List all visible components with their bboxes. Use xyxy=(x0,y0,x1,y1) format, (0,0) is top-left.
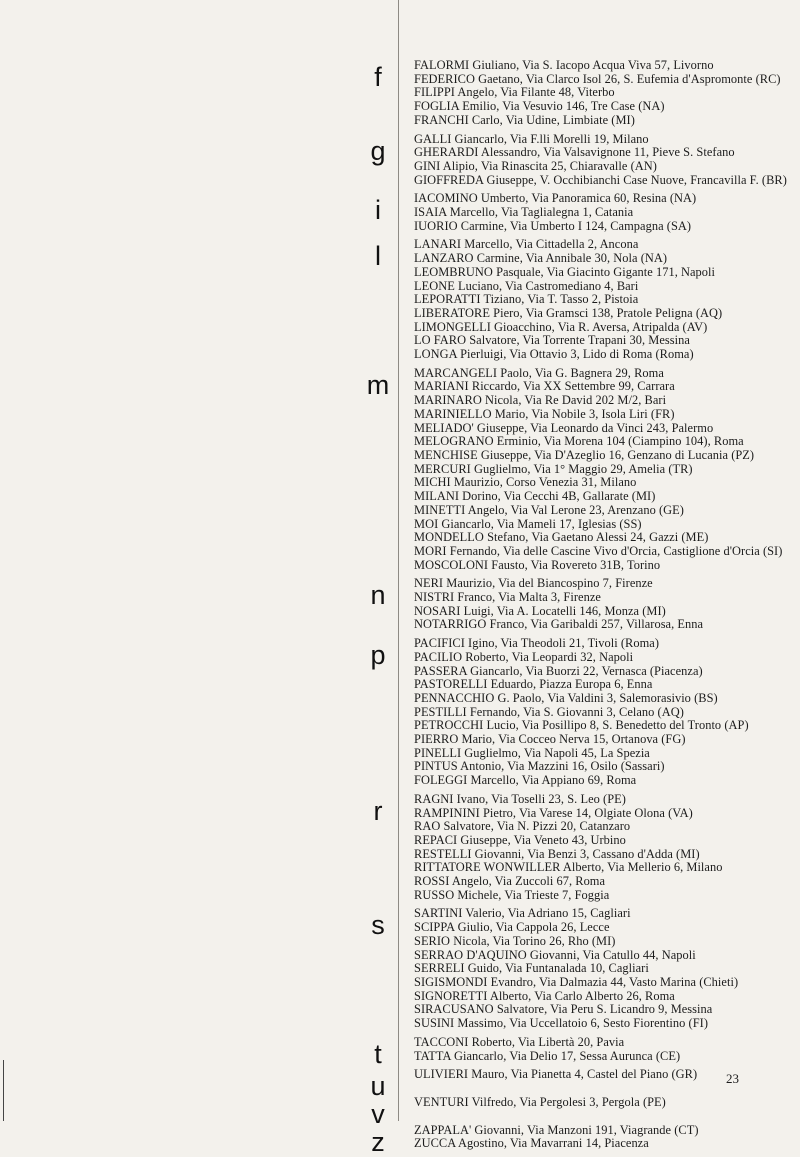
letter-group-i xyxy=(414,192,794,233)
directory-entry: SCIPPA Giulio, Via Cappola 26, Lecce xyxy=(414,920,610,935)
directory-list xyxy=(414,59,794,1151)
directory-entry: MONDELLO Stefano, Via Gaetano Alessi 24, Gazzi (ME) xyxy=(414,530,709,545)
column-divider xyxy=(398,0,399,1121)
directory-entry: NOTARRIGO Franco, Via Garibaldi 257, Villarosa, Enna xyxy=(414,617,704,632)
directory-entry: ZAPPALA' Giovanni, Via Manzoni 191, Viagrande (CT) xyxy=(414,1122,699,1137)
directory-entry: RUSSO Michele, Via Trieste 7, Foggia xyxy=(414,887,610,902)
directory-entry: SIRACUSANO Salvatore, Via Peru S. Licandro 9, Messina xyxy=(414,1002,713,1017)
directory-entry: MOI Giancarlo, Via Mameli 17, Iglesias (SS) xyxy=(414,516,642,531)
margin-rule xyxy=(3,1060,4,1121)
directory-entry: LEPORATTI Tiziano, Via T. Tasso 2, Pistoia xyxy=(414,292,639,307)
directory-entry: MELOGRANO Erminio, Via Morena 104 (Ciampino 104), Roma xyxy=(414,434,744,449)
directory-entry: RESTELLI Giovanni, Via Benzi 3, Cassano d'Adda (MI) xyxy=(414,846,700,861)
section-letter-r: r xyxy=(373,796,383,826)
directory-entry: FRANCHI Carlo, Via Udine, Limbiate (MI) xyxy=(414,112,635,127)
directory-entry: MERCURI Guglielmo, Via 1° Maggio 29, Amelia (TR) xyxy=(414,461,693,476)
directory-entry: RAGNI Ivano, Via Toselli 23, S. Leo (PE) xyxy=(414,791,626,806)
page-number: 23 xyxy=(726,1071,739,1086)
directory-entry: MARCANGELI Paolo, Via G. Bagnera 29, Roma xyxy=(414,365,664,380)
directory-entry: VENTURI Vilfredo, Via Pergolesi 3, Pergola (PE) xyxy=(414,1094,666,1109)
directory-entry: PASSERA Giancarlo, Via Buorzi 22, Vernasca (Piacenza) xyxy=(414,663,703,678)
letter-group-f xyxy=(414,59,794,128)
directory-entry: NISTRI Franco, Via Malta 3, Firenze xyxy=(414,590,601,605)
directory-entry: MARINIELLO Mario, Via Nobile 3, Isola Liri (FR) xyxy=(414,406,675,421)
directory-entry: PACIFICI Igino, Via Theodoli 21, Tivoli (Roma) xyxy=(414,636,660,651)
directory-entry: SARTINI Valerio, Via Adriano 15, Cagliari xyxy=(414,906,631,921)
letter-group-p xyxy=(414,637,794,788)
letter-group-z xyxy=(414,1124,794,1151)
directory-entry: TATTA Giancarlo, Via Delio 17, Sessa Aurunca (CE) xyxy=(414,1048,681,1063)
directory-entry: MENCHISE Giuseppe, Via D'Azeglio 16, Genzano di Lucania (PZ) xyxy=(414,447,755,462)
directory-entry: ISAIA Marcello, Via Taglialegna 1, Catania xyxy=(414,205,634,220)
letter-group-s xyxy=(414,907,794,1030)
letter-group-v xyxy=(414,1096,794,1110)
directory-entry: FOGLIA Emilio, Via Vesuvio 146, Tre Case (NA) xyxy=(414,99,665,114)
directory-entry: PASTORELLI Eduardo, Piazza Europa 6, Enna xyxy=(414,677,653,692)
letter-group-g xyxy=(414,133,794,188)
directory-entry: REPACI Giuseppe, Via Veneto 43, Urbino xyxy=(414,832,626,847)
directory-entry: IUORIO Carmine, Via Umberto I 124, Campagna (SA) xyxy=(414,218,692,233)
directory-entry: LANZARO Carmine, Via Annibale 30, Nola (NA) xyxy=(414,251,668,266)
directory-entry: LO FARO Salvatore, Via Torrente Trapani 30, Messina xyxy=(414,333,690,348)
directory-entry: MICHI Maurizio, Corso Venezia 31, Milano xyxy=(414,475,637,490)
section-letter-t: t xyxy=(374,1039,382,1069)
directory-entry: LIBERATORE Piero, Via Gramsci 138, Pratole Peligna (AQ) xyxy=(414,305,723,320)
directory-entry: FEDERICO Gaetano, Via Clarco Isol 26, S. Eufemia d'Aspromonte (RC) xyxy=(414,71,781,86)
directory-entry: ROSSI Angelo, Via Zuccoli 67, Roma xyxy=(414,874,606,889)
directory-entry: MELIADO' Giuseppe, Via Leonardo da Vinci 243, Palermo xyxy=(414,420,714,435)
directory-entry: GALLI Giancarlo, Via F.lli Morelli 19, Milano xyxy=(414,131,649,146)
letter-group-t xyxy=(414,1036,794,1063)
directory-entry: SIGISMONDI Evandro, Via Dalmazia 44, Vasto Marina (Chieti) xyxy=(414,975,739,989)
section-letter-n: n xyxy=(370,580,386,610)
letter-group-n xyxy=(414,577,794,632)
directory-entry: PINTUS Antonio, Via Mazzini 16, Osilo (Sassari) xyxy=(414,759,665,774)
directory-entry: FALORMI Giuliano, Via S. Iacopo Acqua Viva 57, Livorno xyxy=(414,58,714,72)
directory-entry: GIOFFREDA Giuseppe, V. Occhibianchi Case Nuove, Francavilla F. (BR) xyxy=(414,172,787,187)
directory-entry: SERRELI Guido, Via Funtanalada 10, Cagliari xyxy=(414,961,649,976)
directory-entry: LEONE Luciano, Via Castromediano 4, Bari xyxy=(414,278,639,293)
directory-entry: MINETTI Angelo, Via Val Lerone 23, Arenzano (GE) xyxy=(414,502,684,517)
section-letter-u: u xyxy=(370,1071,386,1101)
directory-entry: MARIANI Riccardo, Via XX Settembre 99, Carrara xyxy=(414,379,675,394)
directory-entry: SERRAO D'AQUINO Giovanni, Via Catullo 44, Napoli xyxy=(414,947,696,962)
directory-entry: RITTATORE WONWILLER Alberto, Via Mellerio 6, Milano xyxy=(414,860,723,875)
directory-entry: ULIVIERI Mauro, Via Pianetta 4, Castel del Piano (GR) xyxy=(414,1067,698,1082)
directory-entry: SUSINI Massimo, Via Uccellatoio 6, Sesto Fiorentino (FI) xyxy=(414,1016,709,1031)
directory-entry: PENNACCHIO G. Paolo, Via Valdini 3, Salemorasivio (BS) xyxy=(414,690,718,705)
letter-group-m xyxy=(414,367,794,573)
section-letter-v: v xyxy=(371,1099,385,1129)
section-letter-p: p xyxy=(370,640,386,670)
directory-entry: IACOMINO Umberto, Via Panoramica 60, Resina (NA) xyxy=(414,191,697,206)
directory-entry: NERI Maurizio, Via del Biancospino 7, Firenze xyxy=(414,576,653,591)
directory-entry: MOSCOLONI Fausto, Via Rovereto 31B, Torino xyxy=(414,557,661,572)
group-gap xyxy=(414,1110,794,1124)
directory-entry: GINI Alipio, Via Rinascita 25, Chiaravalle (AN) xyxy=(414,158,657,173)
section-letter-s: s xyxy=(371,910,385,940)
directory-entry: MARINARO Nicola, Via Re David 202 M/2, Bari xyxy=(414,393,667,408)
directory-entry: MILANI Dorino, Via Cecchi 4B, Gallarate (MI) xyxy=(414,489,656,504)
section-letter-f: f xyxy=(374,62,382,92)
directory-entry: NOSARI Luigi, Via A. Locatelli 146, Monza (MI) xyxy=(414,603,666,618)
directory-entry: SERIO Nicola, Via Torino 26, Rho (MI) xyxy=(414,933,616,948)
directory-entry: LEOMBRUNO Pasquale, Via Giacinto Gigante 171, Napoli xyxy=(414,264,716,279)
directory-entry: PETROCCHI Lucio, Via Posillipo 8, S. Benedetto del Tronto (AP) xyxy=(414,718,749,733)
directory-entry: GHERARDI Alessandro, Via Valsavignone 11, Pieve S. Stefano xyxy=(414,145,735,160)
section-letter-l: l xyxy=(375,241,381,271)
directory-entry: PACILIO Roberto, Via Leopardi 32, Napoli xyxy=(414,649,634,664)
directory-entry: PIERRO Mario, Via Cocceo Nerva 15, Ortanova (FG) xyxy=(414,732,686,747)
letter-group-l xyxy=(414,238,794,361)
directory-entry: PESTILLI Fernando, Via S. Giovanni 3, Celano (AQ) xyxy=(414,704,684,719)
section-letter-m: m xyxy=(366,370,390,400)
section-letter-z: z xyxy=(371,1127,385,1157)
letter-group-r xyxy=(414,793,794,903)
directory-entry: LIMONGELLI Gioacchino, Via R. Aversa, Atripalda (AV) xyxy=(414,319,708,334)
section-letter-g: g xyxy=(370,136,386,166)
directory-entry: RAMPININI Pietro, Via Varese 14, Olgiate Olona (VA) xyxy=(414,805,693,820)
directory-entry: LONGA Pierluigi, Via Ottavio 3, Lido di Roma (Roma) xyxy=(414,347,694,362)
directory-entry: FOLEGGI Marcello, Via Appiano 69, Roma xyxy=(414,773,637,788)
directory-entry: PINELLI Guglielmo, Via Napoli 45, La Spezia xyxy=(414,745,650,760)
directory-entry: LANARI Marcello, Via Cittadella 2, Ancona xyxy=(414,237,639,252)
directory-entry: RAO Salvatore, Via N. Pizzi 20, Catanzaro xyxy=(414,819,631,834)
directory-entry: FILIPPI Angelo, Via Filante 48, Viterbo xyxy=(414,85,615,100)
directory-entry: MORI Fernando, Via delle Cascine Vivo d'Orcia, Castiglione d'Orcia (SI) xyxy=(414,543,783,558)
section-letter-i: i xyxy=(375,195,381,225)
directory-entry: ZUCCA Agostino, Via Mavarrani 14, Piacenza xyxy=(414,1136,649,1151)
directory-entry: TACCONI Roberto, Via Libertà 20, Pavia xyxy=(414,1034,625,1049)
directory-entry: SIGNORETTI Alberto, Via Carlo Alberto 26, Roma xyxy=(414,988,675,1003)
